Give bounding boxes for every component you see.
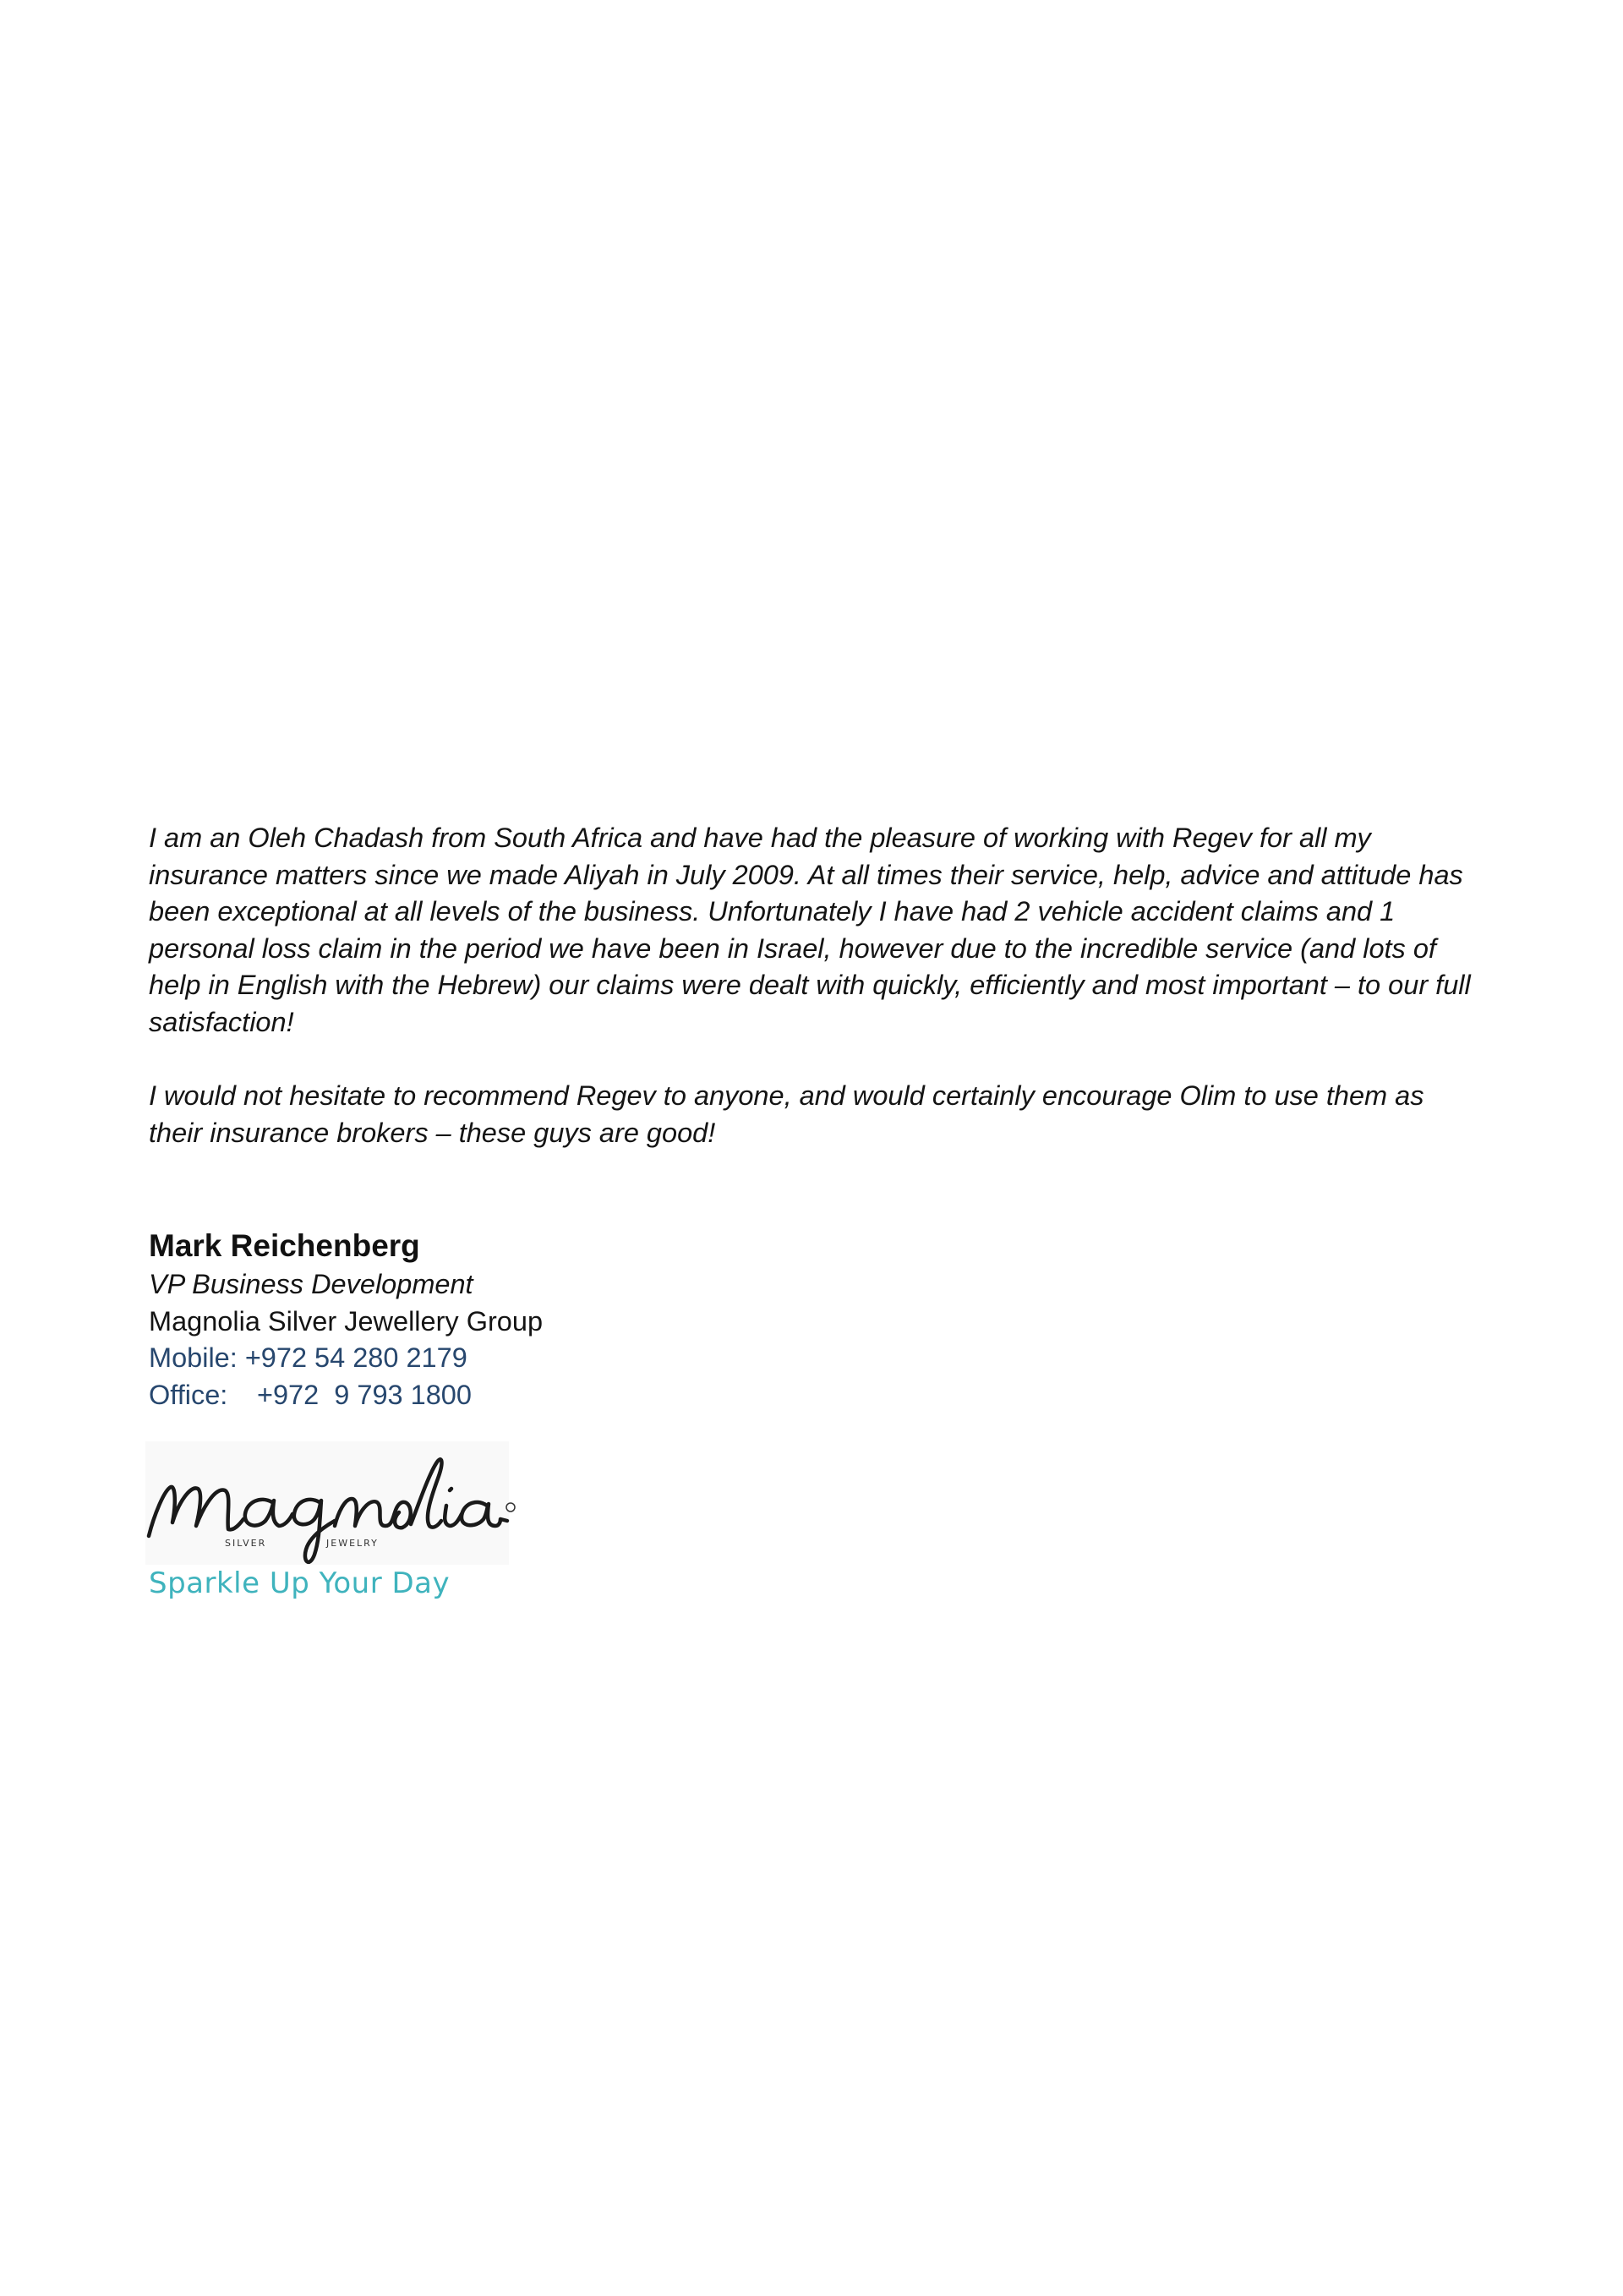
signer-company: Magnolia Silver Jewellery Group bbox=[149, 1305, 544, 1337]
wordmark-l-stroke bbox=[411, 1459, 441, 1527]
mobile-label: Mobile: bbox=[149, 1342, 238, 1374]
wordmark-no-stroke bbox=[335, 1499, 411, 1528]
office-phone bbox=[149, 1377, 910, 1414]
logo-sub-right: JEWELRY bbox=[326, 1538, 379, 1549]
wordmark-a2-stroke bbox=[462, 1502, 507, 1526]
signature-block bbox=[149, 1226, 910, 1413]
office-label: Office: bbox=[149, 1379, 228, 1410]
wordmark-i-stroke bbox=[445, 1489, 462, 1526]
magnolia-logo bbox=[145, 1441, 517, 1619]
office-number: +972 9 793 1800 bbox=[257, 1379, 472, 1410]
signer-name: Mark Reichenberg bbox=[149, 1228, 420, 1263]
testimonial-paragraph-1: I am an Oleh Chadash from South Africa and have had the pleasure of working with Regev for all my insurance matters since we made Aliyah in July 2009. At all times their service, help, advice and attitude has been exceptional at all levels of the business. Unfortunately I have had 2 vehicle accident claims and 1 personal loss claim in the period we have been in Israel, however due to the incredible service (and lots of help in English with the Hebrew) our claims were dealt with quickly, efficiently and most important – to our full satisfaction! bbox=[149, 823, 1471, 1037]
mobile-phone bbox=[149, 1340, 910, 1377]
testimonial-paragraph-2: I would not hesitate to recommend Regev to anyone, and would certainly encourage Olim to use them as their insurance brokers – these guys are good! bbox=[149, 1080, 1424, 1148]
wordmark-g-stroke bbox=[294, 1500, 335, 1562]
logo-tagline: Sparkle Up Your Day bbox=[149, 1566, 451, 1600]
mobile-number: +972 54 280 2179 bbox=[244, 1342, 467, 1374]
logo-sub-left: SILVER bbox=[225, 1538, 267, 1549]
signer-title: VP Business Development bbox=[149, 1269, 473, 1299]
wordmark-m-stroke bbox=[149, 1487, 243, 1536]
registered-mark-icon bbox=[506, 1503, 515, 1512]
magnolia-wordmark-icon bbox=[145, 1441, 517, 1565]
wordmark-a-stroke bbox=[245, 1500, 292, 1526]
letter-body bbox=[149, 820, 1484, 1151]
